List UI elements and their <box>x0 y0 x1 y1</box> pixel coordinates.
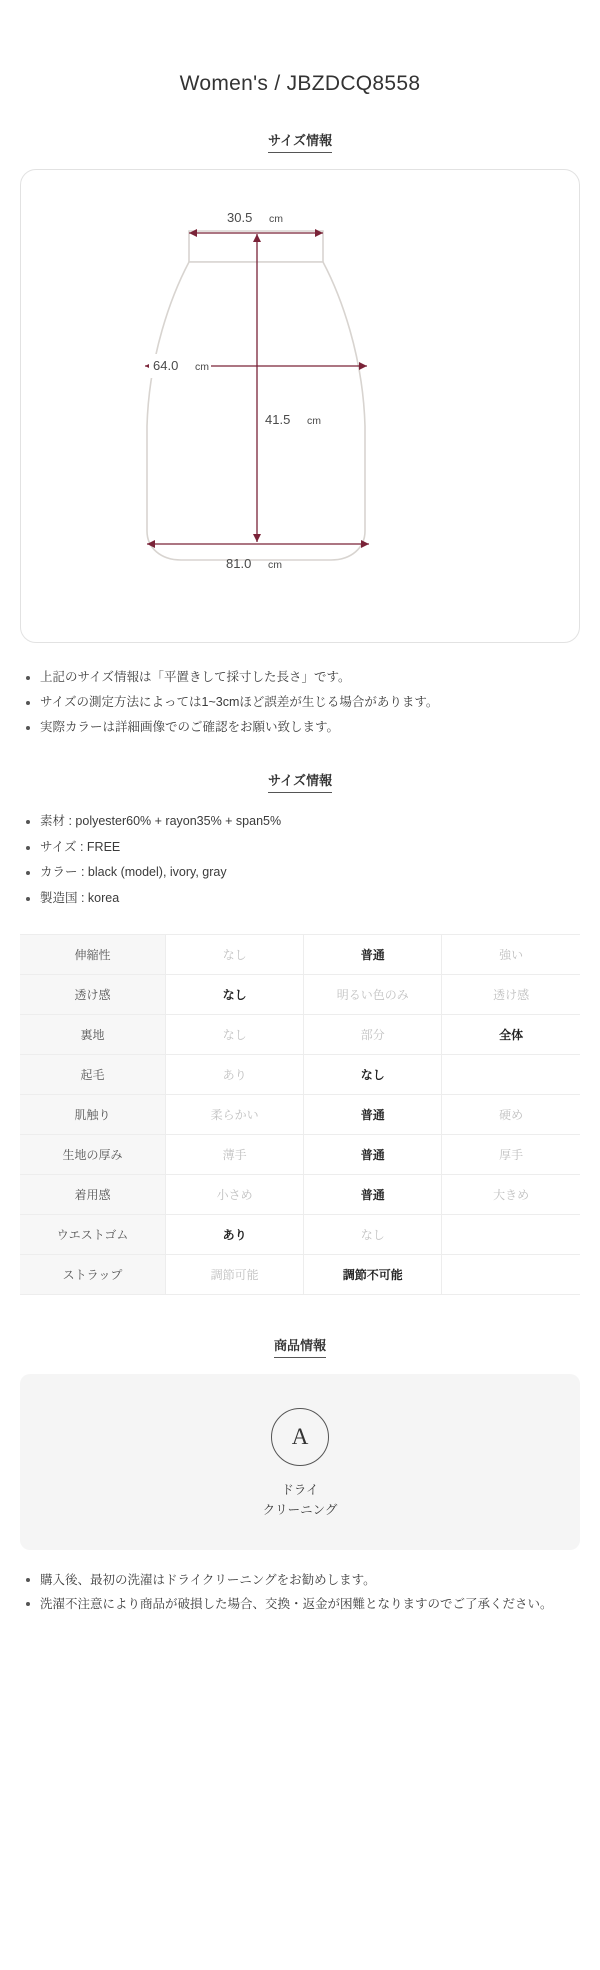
dimension-waist-width <box>189 210 323 237</box>
attr-option: 薄手 <box>166 1134 304 1174</box>
attr-option <box>442 1254 580 1294</box>
spec-section-heading <box>20 770 580 793</box>
hem-width-value: 81.0 <box>226 556 252 571</box>
care-symbol-card <box>20 1374 580 1550</box>
care-symbol-label-line1: ドライ <box>281 1482 319 1497</box>
size-notes-list <box>20 665 580 740</box>
attr-label: 着用感 <box>20 1174 166 1214</box>
size-section-heading <box>20 130 580 153</box>
hip-width-unit: cm <box>195 361 209 373</box>
table-row <box>20 1094 580 1134</box>
attr-option: なし <box>304 1214 442 1254</box>
table-row <box>20 974 580 1014</box>
attr-option <box>442 1054 580 1094</box>
attr-option <box>442 1214 580 1254</box>
list-item: サイズ : FREE <box>22 835 578 861</box>
attr-label: 生地の厚み <box>20 1134 166 1174</box>
attr-option: 普通 <box>304 934 442 974</box>
attr-option: あり <box>166 1054 304 1094</box>
size-diagram-card <box>20 169 580 643</box>
garment-outline <box>147 231 365 560</box>
list-item: 購入後、最初の洗濯はドライクリーニングをお勧めします。 <box>22 1568 578 1592</box>
table-row <box>20 1214 580 1254</box>
attr-option: 全体 <box>442 1014 580 1054</box>
length-value: 41.5 <box>265 412 291 427</box>
attr-option: なし <box>166 974 304 1014</box>
care-section-heading <box>20 1335 580 1358</box>
attr-option: 部分 <box>304 1014 442 1054</box>
care-symbol-label-line2: クリーニング <box>262 1502 338 1517</box>
page-title: Women's / JBZDCQ8558 <box>179 72 421 95</box>
attr-option: なし <box>304 1054 442 1094</box>
dry-cleaning-icon <box>271 1408 329 1466</box>
attr-option: 大きめ <box>442 1174 580 1214</box>
attr-label: 裏地 <box>20 1014 166 1054</box>
attr-label: 肌触り <box>20 1094 166 1134</box>
size-section-heading-text: サイズ情報 <box>268 130 332 153</box>
care-symbol-label <box>20 1480 580 1520</box>
list-item: カラー : black (model), ivory, gray <box>22 860 578 886</box>
attr-option: なし <box>166 934 304 974</box>
attr-label: ストラップ <box>20 1254 166 1294</box>
spec-section-heading-text: サイズ情報 <box>268 770 332 793</box>
list-item: 洗濯不注意により商品が破損した場合、交換・返金が困難となりますのでご了承ください。 <box>22 1592 578 1616</box>
attr-option: 硬め <box>442 1094 580 1134</box>
list-item: 上記のサイズ情報は「平置きして採寸した長さ」です。 <box>22 665 578 690</box>
table-row <box>20 1254 580 1294</box>
list-item: サイズの測定方法によっては1~3cmほど誤差が生じる場合があります。 <box>22 690 578 715</box>
attr-option: 厚手 <box>442 1134 580 1174</box>
attr-option: 明るい色のみ <box>304 974 442 1014</box>
table-row <box>20 1174 580 1214</box>
list-item: 製造国 : korea <box>22 886 578 912</box>
attr-label: 透け感 <box>20 974 166 1014</box>
attr-option: 柔らかい <box>166 1094 304 1134</box>
attr-label: ウエストゴム <box>20 1214 166 1254</box>
hem-width-unit: cm <box>268 559 282 571</box>
spec-list <box>20 809 580 912</box>
attr-option: 普通 <box>304 1094 442 1134</box>
list-item: 実際カラーは詳細画像でのご確認をお願い致します。 <box>22 715 578 740</box>
attr-label: 伸縮性 <box>20 934 166 974</box>
waist-width-value: 30.5 <box>227 210 253 225</box>
care-notes-list <box>20 1568 580 1617</box>
attr-label: 起毛 <box>20 1054 166 1094</box>
table-row <box>20 1054 580 1094</box>
table-row <box>20 934 580 974</box>
list-item: 素材 : polyester60% + rayon35% + span5% <box>22 809 578 835</box>
attribute-table <box>20 934 580 1295</box>
attr-option: なし <box>166 1014 304 1054</box>
care-section-heading-text: 商品情報 <box>274 1335 326 1358</box>
attr-option: 調節可能 <box>166 1254 304 1294</box>
length-unit: cm <box>307 415 321 427</box>
table-row <box>20 1134 580 1174</box>
dry-cleaning-icon-letter: A <box>291 1423 309 1449</box>
attr-option: 普通 <box>304 1134 442 1174</box>
garment-size-diagram <box>21 176 579 636</box>
table-row <box>20 1014 580 1054</box>
attr-option: あり <box>166 1214 304 1254</box>
attr-option: 小さめ <box>166 1174 304 1214</box>
waist-width-unit: cm <box>269 213 283 225</box>
attr-option: 調節不可能 <box>304 1254 442 1294</box>
hip-width-value: 64.0 <box>153 358 179 373</box>
attr-option: 普通 <box>304 1174 442 1214</box>
attr-option: 透け感 <box>442 974 580 1014</box>
attr-option: 強い <box>442 934 580 974</box>
